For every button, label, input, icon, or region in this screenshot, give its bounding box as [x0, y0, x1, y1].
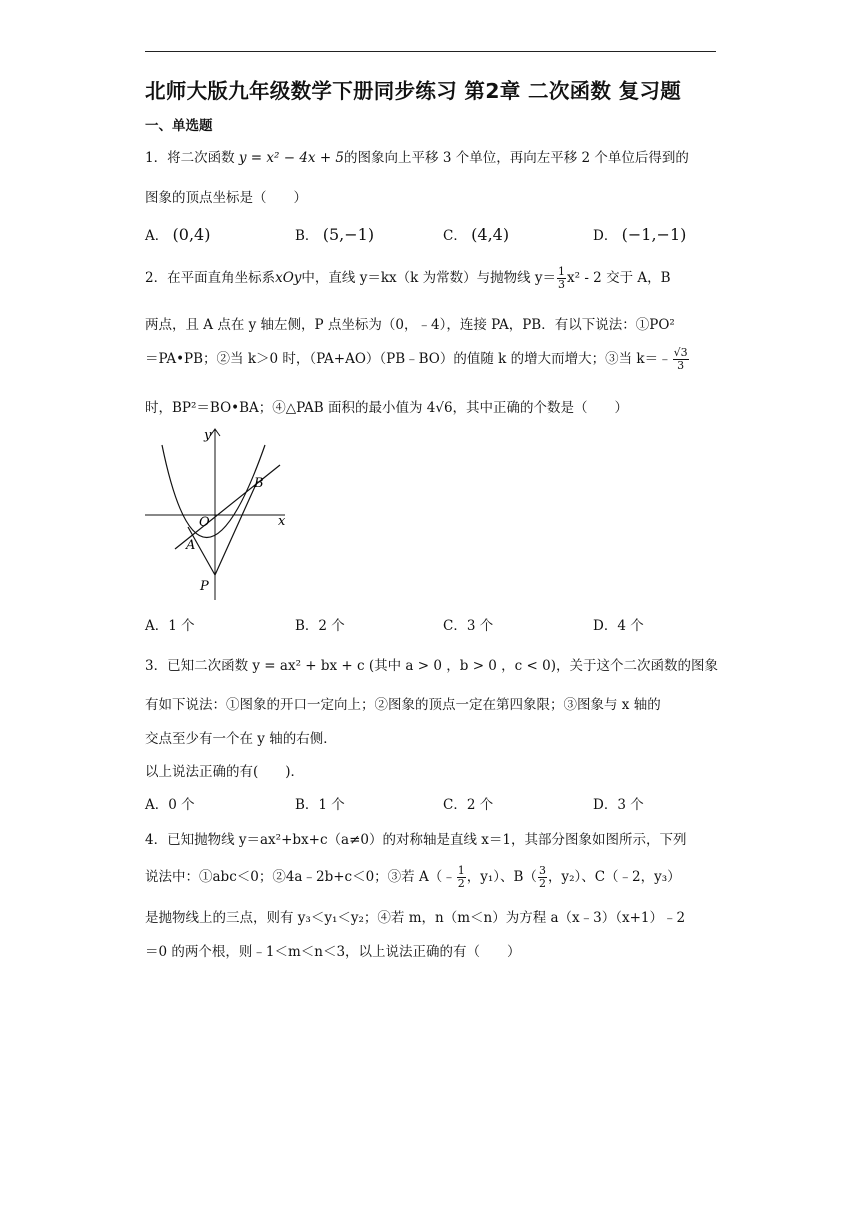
parabola: [162, 445, 265, 538]
q4-line-4: ＝0 的两个根，则﹣1＜m＜n＜3，以上说法正确的有（ ）: [145, 944, 521, 960]
q2-fraction: $\frac{1}{3}$: [558, 265, 566, 291]
q4-fraction-half: $\frac{1}{2}$: [457, 864, 465, 890]
q1-function: y = x² − 4x + 5: [238, 150, 345, 166]
q1-option-b[interactable]: B． (5,−1): [295, 225, 375, 244]
q4-line-2: 说法中：①abc＜0；②4a﹣2b+c＜0；③若 A（﹣ $\frac{1}{2}$ ，y₁）、B（ $\frac{3}{2}$ ，y₂）、C（﹣2，y₃）: [145, 864, 681, 890]
label-a: A: [186, 538, 196, 553]
q2-option-b[interactable]: B．2 个: [295, 618, 345, 634]
q3-option-a[interactable]: A．0 个: [145, 797, 195, 813]
q4-line-3: 是抛物线上的三点，则有 y₃＜y₁＜y₂；④若 m，n（m＜n）为方程 a（x﹣3）（x+1）﹣2: [145, 910, 686, 926]
q2-line-3: ＝PA•PB；②当 k＞0 时，（PA+AO）（PB﹣BO）的值随 k 的增大而增大；③当 k＝﹣ $\frac{√3}{3}$: [145, 346, 688, 372]
q2-option-d[interactable]: D．4 个: [593, 618, 644, 634]
label-p: P: [200, 579, 209, 594]
q3-option-b[interactable]: B．1 个: [295, 797, 345, 813]
q4-fraction-three-halves: $\frac{3}{2}$: [538, 864, 546, 890]
q1-line-2: 图象的顶点坐标是（ ）: [145, 190, 307, 206]
q1-line-1: 1．将二次函数 y = x² − 4x + 5的图象向上平移 3 个单位，再向左平移 2 个单位后得到的: [145, 150, 689, 166]
q3-option-c[interactable]: C．2 个: [443, 797, 494, 813]
label-x: x: [278, 514, 286, 529]
q1-option-c[interactable]: C． (4,4): [443, 225, 510, 244]
segment-pb: [215, 482, 257, 575]
q2-line-1: 2．在平面直角坐标系xOy中，直线 y＝kx（k 为常数）与抛物线 y＝ $\frac{1}{3}$ x² ‑ 2 交于 A，B: [145, 265, 671, 291]
q3-line-3: 交点至少有一个在 y 轴的右侧．: [145, 731, 337, 747]
header-rule: [145, 51, 716, 52]
page-title: 北师大版九年级数学下册同步练习 第2章 二次函数 复习题: [145, 79, 682, 103]
q1-number: 1．: [145, 150, 168, 166]
q3-line-2: 有如下说法：①图象的开口一定向上；②图象的顶点一定在第四象限；③图象与 x 轴的: [145, 697, 661, 713]
line-y-kx: [175, 465, 280, 549]
q2-option-a[interactable]: A．1 个: [145, 618, 195, 634]
q1-option-a[interactable]: A． (0,4): [145, 225, 211, 244]
q3-option-d[interactable]: D．3 个: [593, 797, 644, 813]
q2-graph: [140, 425, 300, 605]
q4-line-1: 4．已知抛物线 y＝ax²+bx+c（a≠0）的对称轴是直线 x＝1，其部分图象如图所示，下列: [145, 832, 687, 848]
section-heading: 一、单选题: [145, 118, 213, 134]
q3-line-1: 3．已知二次函数 y = ax² + bx + c (其中 a > 0 ，b > 0 ，c < 0)，关于这个二次函数的图象: [145, 658, 718, 674]
q2-line-2: 两点，且 A 点在 y 轴左侧，P 点坐标为（0，﹣4），连接 PA，PB．有以下说法：①PO²: [145, 317, 675, 333]
q2-sqrt-fraction: $\frac{√3}{3}$: [673, 346, 688, 372]
label-b: B: [254, 476, 264, 491]
q2-line-4: 时，BP²＝BO•BA；④△PAB 面积的最小值为 4√6，其中正确的个数是（ ）: [145, 400, 629, 416]
label-o: O: [199, 515, 210, 530]
q2-option-c[interactable]: C．3 个: [443, 618, 494, 634]
q3-line-4: 以上说法正确的有( )．: [145, 764, 305, 780]
q1-option-d[interactable]: D． (−1,−1): [593, 225, 687, 244]
label-y: y: [204, 428, 212, 443]
